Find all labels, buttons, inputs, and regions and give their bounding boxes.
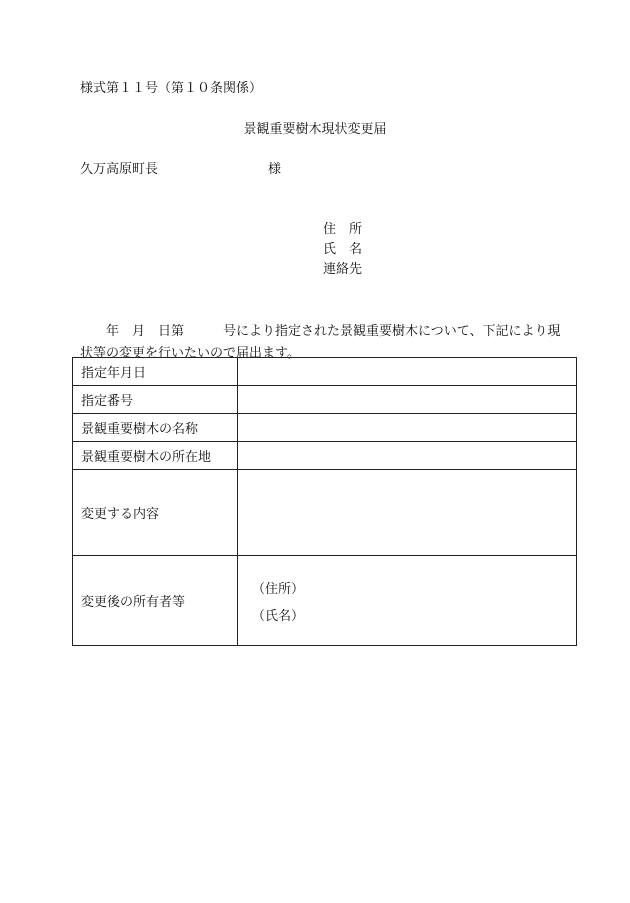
document-title: 景観重要樹木現状変更届	[243, 122, 387, 137]
designation-date-field[interactable]	[238, 358, 577, 386]
applicant-name-label: 氏 名	[323, 242, 363, 257]
new-owner-address-label: （住所）	[252, 581, 305, 597]
table-row	[73, 358, 577, 386]
statement-line-1: 年 月 日第 号により指定された景観重要樹木について、下記により現	[80, 324, 561, 339]
form-number: 様式第１１号（第１０条関係）	[80, 81, 263, 96]
row-label-designation-date: 指定年月日	[73, 358, 238, 386]
table-row	[73, 470, 577, 556]
applicant-address-label: 住 所	[323, 222, 363, 237]
new-owner-field[interactable]	[238, 556, 577, 646]
details-table	[72, 357, 577, 646]
designation-number-field[interactable]	[238, 386, 577, 414]
row-label-change-content: 変更する内容	[73, 470, 238, 556]
table-row	[73, 556, 577, 646]
addressee-honorific: 様	[268, 162, 282, 177]
statement-line-2: 状等の変更を行いたいので届出ます。	[80, 346, 300, 361]
row-label-designation-number: 指定番号	[73, 386, 238, 414]
table-row	[73, 386, 577, 414]
applicant-contact-label: 連絡先	[323, 262, 363, 277]
tree-location-field[interactable]	[238, 442, 577, 470]
table-row	[73, 442, 577, 470]
new-owner-name-label: （氏名）	[252, 608, 305, 624]
addressee-name: 久万高原町長	[80, 162, 159, 177]
row-label-tree-location: 景観重要樹木の所在地	[73, 442, 238, 470]
tree-name-field[interactable]	[238, 414, 577, 442]
row-label-tree-name: 景観重要樹木の名称	[73, 414, 238, 442]
row-label-new-owner: 変更後の所有者等	[73, 556, 238, 646]
change-content-field[interactable]	[238, 470, 577, 556]
table-row	[73, 414, 577, 442]
